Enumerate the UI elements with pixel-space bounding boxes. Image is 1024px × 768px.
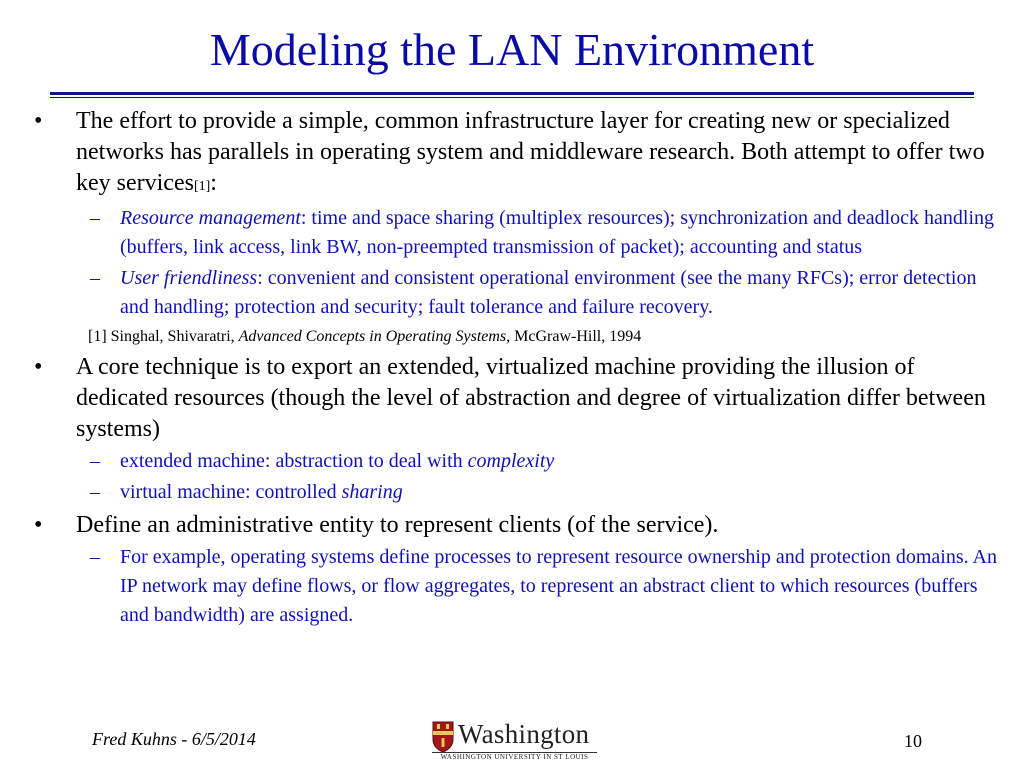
title-rule-thin (50, 97, 974, 98)
bullet-2 (30, 352, 1000, 445)
page-number: 10 (904, 731, 922, 751)
slide-title: Modeling the LAN Environment (209, 24, 815, 75)
dash-marker: – (90, 207, 100, 229)
bullet-1-citation: [1] (193, 179, 211, 194)
sub-bullet-text: extended machine: abstraction to deal with (120, 450, 468, 472)
sub-bullet-emphasis: complexity (467, 450, 555, 472)
dash-marker: – (90, 450, 100, 472)
sub-bullet-extended-machine (30, 447, 1000, 476)
sub-bullet-term: Resource management (120, 207, 301, 229)
sub-bullet-text: : time and space sharing (multiplex resources); synchronization and deadlock handling (buffers, link access, link BW, non-preempted transmission of packet); accounting and status (120, 207, 994, 258)
logo-wordmark: Washington (458, 719, 590, 749)
sub-bullet-text: : convenient and consistent operational environment (see the many RFCs); error detection and handling; protection and security; fault tolerance and failure recovery. (120, 267, 977, 318)
bullet-marker: • (34, 108, 43, 134)
footer-author-date: Fred Kuhns - 6/5/2014 (92, 729, 256, 749)
dash-marker: – (90, 481, 100, 503)
reference-book-title: Advanced Concepts in Operating Systems (238, 328, 507, 345)
bullet-2-text: A core technique is to export an extended, virtualized machine providing the illusion of dedicated resources (though the level of abstraction and degree of virtualization differ between systems) (76, 354, 986, 442)
bullet-1 (30, 106, 1000, 202)
reference-note (30, 326, 1000, 348)
bullet-1-colon: : (210, 170, 217, 196)
sub-bullet-text: virtual machine: controlled (120, 481, 342, 503)
dash-marker: – (90, 546, 100, 568)
bullet-3 (30, 510, 1000, 541)
reference-publisher: , McGraw-Hill, 1994 (506, 328, 642, 345)
sub-bullet-emphasis: sharing (341, 481, 403, 503)
title-rule-thick (50, 92, 974, 95)
slide-body (30, 106, 1000, 630)
bullet-3-text: Define an administrative entity to represent clients (of the service). (76, 512, 719, 538)
sub-bullet-term: User friendliness (120, 267, 258, 289)
reference-authors: [1] Singhal, Shivaratri, (88, 328, 239, 345)
university-shield-icon (432, 721, 454, 753)
sub-bullet-virtual-machine (30, 478, 1000, 507)
bullet-1-text: The effort to provide a simple, common infrastructure layer for creating new or specialized networks has parallels in operating system and middleware research. Both attempt to offer two key services (76, 108, 985, 196)
bullet-marker: • (34, 354, 43, 380)
dash-marker: – (90, 267, 100, 289)
logo-subtitle: WASHINGTON UNIVERSITY IN ST LOUIS (432, 752, 597, 762)
sub-bullet-user-friendliness (30, 264, 1000, 322)
sub-bullet-text: For example, operating systems define processes to represent resource ownership and protection domains. An IP network may define flows, or flow aggregates, to represent an abstract client to which resources (buffers and bandwidth) are assigned. (120, 546, 997, 626)
bullet-marker: • (34, 512, 43, 538)
university-logo (432, 721, 597, 761)
sub-bullet-for-example (30, 543, 1000, 630)
sub-bullet-resource-management (30, 204, 1000, 262)
